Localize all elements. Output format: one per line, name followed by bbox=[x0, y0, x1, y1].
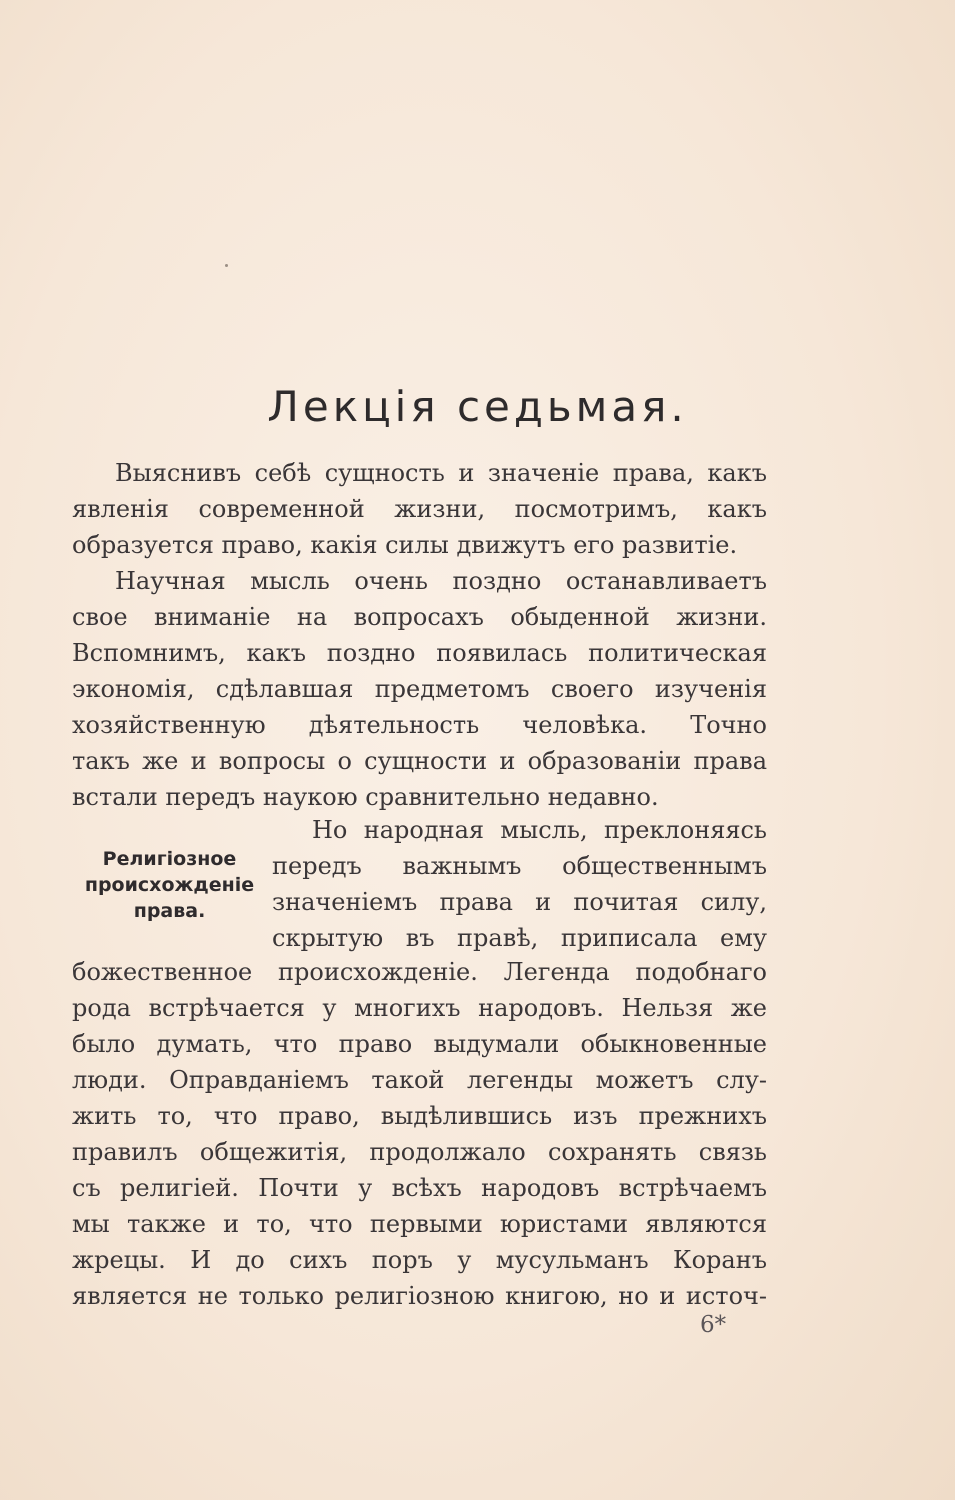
text-line: жрецы. И до сихъ поръ у мусульманъ Коранъ bbox=[72, 1246, 767, 1274]
marginal-note-line: права. bbox=[133, 900, 206, 922]
marginal-note-line: происхожденіе bbox=[84, 874, 255, 896]
text-line: Научная мысль очень поздно останавливаетъ bbox=[115, 567, 767, 595]
text-line: встали передъ наукою сравнительно недавно. bbox=[72, 783, 659, 811]
text-line: божественное происхожденіе. Легенда подобнаго bbox=[72, 958, 767, 986]
marginal-note bbox=[72, 846, 267, 924]
text-line: хозяйственную дѣятельность человѣка. Точно bbox=[72, 711, 767, 739]
text-line: свое вниманіе на вопросахъ обыденной жизни. bbox=[72, 603, 767, 631]
text-line: было думать, что право выдумали обыкновенные bbox=[72, 1030, 767, 1058]
text-line: мы также и то, что первыми юристами являются bbox=[72, 1210, 767, 1238]
text-line: жить то, что право, выдѣлившись изъ прежнихъ bbox=[72, 1102, 767, 1130]
text-line: явленія современной жизни, посмотримъ, какъ bbox=[72, 495, 767, 523]
text-line: является не только религіозною книгою, но и источ- bbox=[72, 1282, 767, 1310]
text-line: экономія, сдѣлавшая предметомъ своего изученія bbox=[72, 675, 767, 703]
marginal-note-line: Религіозное bbox=[102, 848, 237, 870]
text-line: такъ же и вопросы о сущности и образованіи права bbox=[72, 747, 767, 775]
text-line: правилъ общежитія, продолжало сохранять связь bbox=[72, 1138, 767, 1166]
text-line: значеніемъ права и почитая силу, bbox=[272, 888, 767, 916]
page-number: 6* bbox=[700, 1312, 727, 1338]
text-line: Выяснивъ себѣ сущность и значеніе права, какъ bbox=[115, 459, 767, 487]
text-line: люди. Оправданіемъ такой легенды можетъ слу- bbox=[72, 1066, 767, 1094]
text-line: Но народная мысль, преклоняясь bbox=[312, 816, 767, 844]
text-line: образуется право, какія силы движутъ его развитіе. bbox=[72, 531, 738, 559]
text-line: рода встрѣчается у многихъ народовъ. Нельзя же bbox=[72, 994, 767, 1022]
text-line: передъ важнымъ общественнымъ bbox=[272, 852, 767, 880]
paper-speck bbox=[225, 264, 228, 267]
lecture-title: Лекція седьмая. bbox=[267, 382, 688, 431]
text-line: съ религіей. Почти у всѣхъ народовъ встрѣчаемъ bbox=[72, 1174, 767, 1202]
text-line: скрытую въ правѣ, приписала ему bbox=[272, 924, 767, 952]
text-line: Вспомнимъ, какъ поздно появилась политическая bbox=[72, 639, 767, 667]
